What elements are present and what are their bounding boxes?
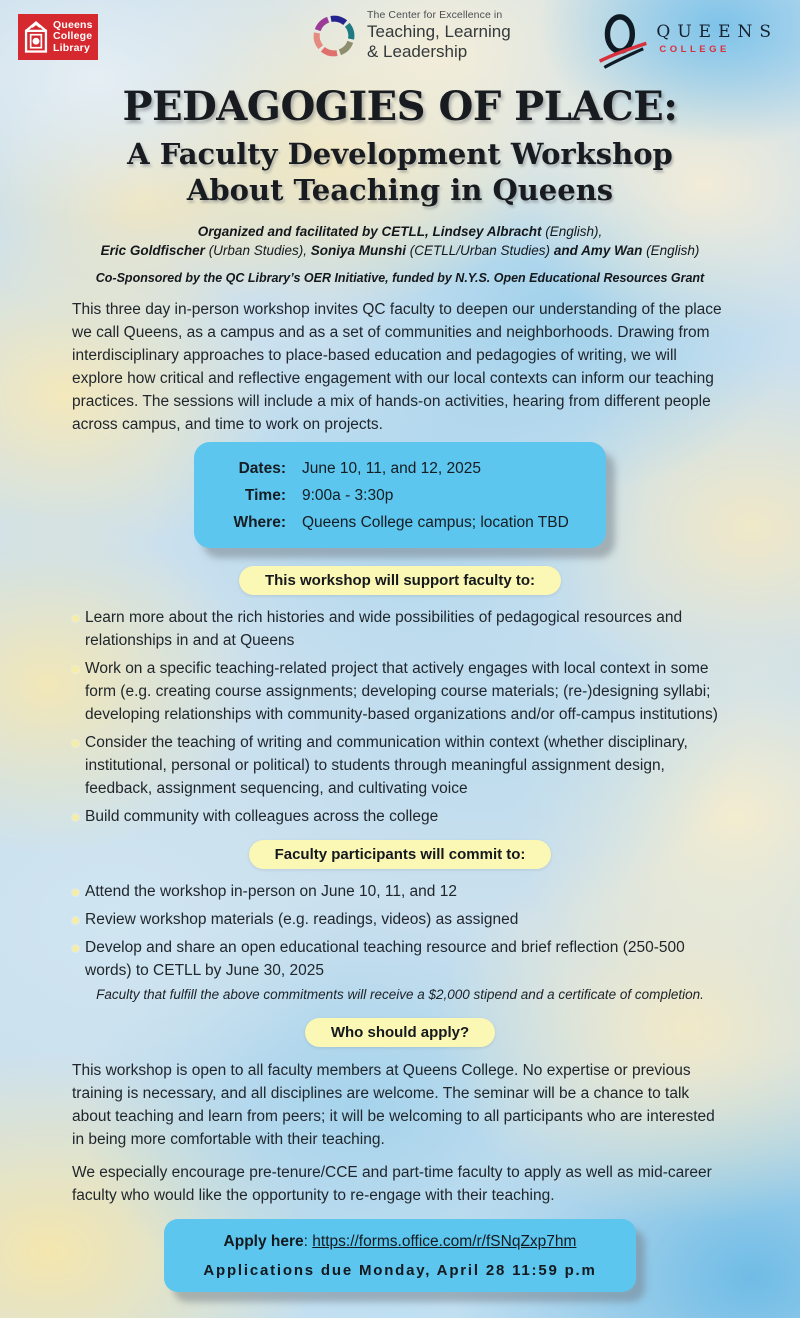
list-item [72, 908, 728, 931]
organizers-text [0, 222, 800, 260]
support-bullet-list [72, 606, 728, 828]
apply-line [178, 1231, 622, 1253]
cetll-swirl-icon [308, 10, 360, 62]
bullet-dot-icon [72, 814, 79, 821]
list-item [72, 657, 728, 726]
apply-here-label: Apply here [223, 1233, 304, 1250]
page-subtitle [0, 136, 800, 208]
queens-college-library-logo [18, 14, 98, 60]
bullet-text: Work on a specific teaching-related project that actively engages with local context in some form (e.g. creating course assignments; developing course materials; (re-)designing syllabi; developing relationships with community-based organizations and/or off-campus institutions) [85, 660, 718, 723]
apply-heading-row [72, 1018, 728, 1047]
apply-paragraph-1: This workshop is open to all faculty members at Queens College. No expertise or previous training is necessary, and all disciplines are welcome. The seminar will be a chance to talk about teaching and learn from peers; it will be welcoming to all participants who are interested in being more comfortable with their teaching. [72, 1062, 715, 1148]
bullet-text: Consider the teaching of writing and communication within context (whether disciplinary, institutional, personal or political) to students through meaningful assignment design, feedback, assignment sequencing, and cultivating voice [85, 734, 688, 797]
commit-heading-row [72, 840, 728, 869]
page-title: PEDAGOGIES OF PLACE: [122, 83, 678, 130]
organizers-line1-rest: (English), [545, 224, 603, 239]
info-value-time: 9:00a - 3:30p [302, 487, 394, 504]
application-deadline: Applications due Monday, April 28 11:59 p.m [203, 1262, 597, 1279]
bullet-dot-icon [72, 666, 79, 673]
event-info-box [194, 442, 606, 548]
qc-logo-sub: COLLEGE [659, 44, 730, 55]
event-info-grid [214, 455, 586, 536]
cetll-logo [308, 9, 511, 62]
bullet-text: Attend the workshop in-person on June 10, 11, and 12 [85, 883, 457, 900]
qc-logo-text [656, 13, 778, 55]
info-label-dates: Dates: [238, 460, 286, 477]
bullet-dot-icon [72, 615, 79, 622]
list-item [72, 606, 728, 652]
list-item [72, 731, 728, 800]
organizer-name-3: and Amy Wan [553, 243, 647, 258]
qc-q-icon [598, 13, 648, 69]
header-logos [0, 0, 800, 78]
commit-bullet-list [72, 880, 728, 982]
queens-college-logo [598, 13, 778, 69]
bullet-dot-icon [72, 945, 79, 952]
info-label-time: Time: [244, 487, 286, 504]
list-item [72, 880, 728, 903]
apply-box [164, 1219, 636, 1292]
cetll-logo-text [367, 9, 511, 62]
support-heading-row [72, 566, 728, 595]
organizers-line2 [0, 241, 800, 260]
organizers-line1 [0, 222, 800, 241]
info-value-dates: June 10, 11, and 12, 2025 [302, 460, 481, 477]
apply-heading-pill: Who should apply? [305, 1018, 495, 1047]
organizer-name-1: Eric Goldfischer [100, 243, 209, 258]
application-form-link[interactable]: https://forms.office.com/r/fSNqZxp7hm [312, 1233, 577, 1250]
cosponsor-text: Co-Sponsored by the QC Library’s OER Initiative, funded by N.Y.S. Open Educational Resources Grant [95, 271, 705, 285]
info-value-where: Queens College campus; location TBD [302, 514, 569, 531]
organizer-dept-1: (Urban Studies), [208, 243, 311, 258]
bullet-text: Review workshop materials (e.g. readings, videos) as assigned [85, 911, 519, 928]
bullet-text: Build community with colleagues across the college [85, 808, 439, 825]
library-logo-line1: Queens [53, 18, 93, 31]
bullet-text: Develop and share an open educational teaching resource and brief reflection (250-500 words) to CETLL by June 30, 2025 [85, 939, 685, 979]
cetll-logo-line3: & Leadership [367, 42, 468, 61]
bullet-dot-icon [72, 740, 79, 747]
intro-paragraph: This three day in-person workshop invites QC faculty to deepen our understanding of the place we call Queens, as a campus and as a set of communities and neighborhoods. Drawing from interdisciplinary approaches to place-based education and pedagogies of writing, we will explore how critical and reflective engagement with our local contexts can inform our teaching practices. The sessions will include a mix of hands-on activities, hearing from different people across campus, and time to work on projects. [72, 301, 722, 433]
support-heading-pill: This workshop will support faculty to: [239, 566, 561, 595]
apply-separator: : [303, 1233, 313, 1250]
cetll-logo-line2: Teaching, Learning [367, 22, 511, 41]
organizer-dept-3: (English) [646, 243, 700, 258]
qc-logo-name: QUEENS [656, 22, 778, 42]
main-content [72, 298, 728, 1292]
organizers-line1-bold: Organized and facilitated by CETLL, Lindsey Albracht [197, 224, 546, 239]
bullet-text: Learn more about the rich histories and wide possibilities of pedagogical resources and relationships in and at Queens [85, 609, 683, 649]
library-logo-line2: College [53, 30, 93, 43]
subtitle-line2: About Teaching in Queens [186, 173, 614, 207]
commit-heading-pill: Faculty participants will commit to: [249, 840, 552, 869]
list-item [72, 805, 728, 828]
cetll-logo-line1: The Center for Excellence in [367, 9, 503, 21]
library-building-icon [23, 18, 49, 56]
info-label-where: Where: [233, 514, 286, 531]
apply-paragraph-2: We especially encourage pre-tenure/CCE and part-time faculty to apply as well as mid-career faculty who would like the opportunity to re-engage with their teaching. [72, 1164, 712, 1204]
subtitle-line1: A Faculty Development Workshop [127, 137, 673, 171]
library-logo-line3: Library [53, 41, 90, 54]
organizer-dept-2: (CETLL/Urban Studies) [409, 243, 554, 258]
list-item [72, 936, 728, 982]
library-logo-text [53, 20, 93, 55]
organizer-name-2: Soniya Munshi [310, 243, 410, 258]
bullet-dot-icon [72, 917, 79, 924]
stipend-note: Faculty that fulfill the above commitments will receive a $2,000 stipend and a certificate of completion. [96, 987, 704, 1002]
bullet-dot-icon [72, 889, 79, 896]
